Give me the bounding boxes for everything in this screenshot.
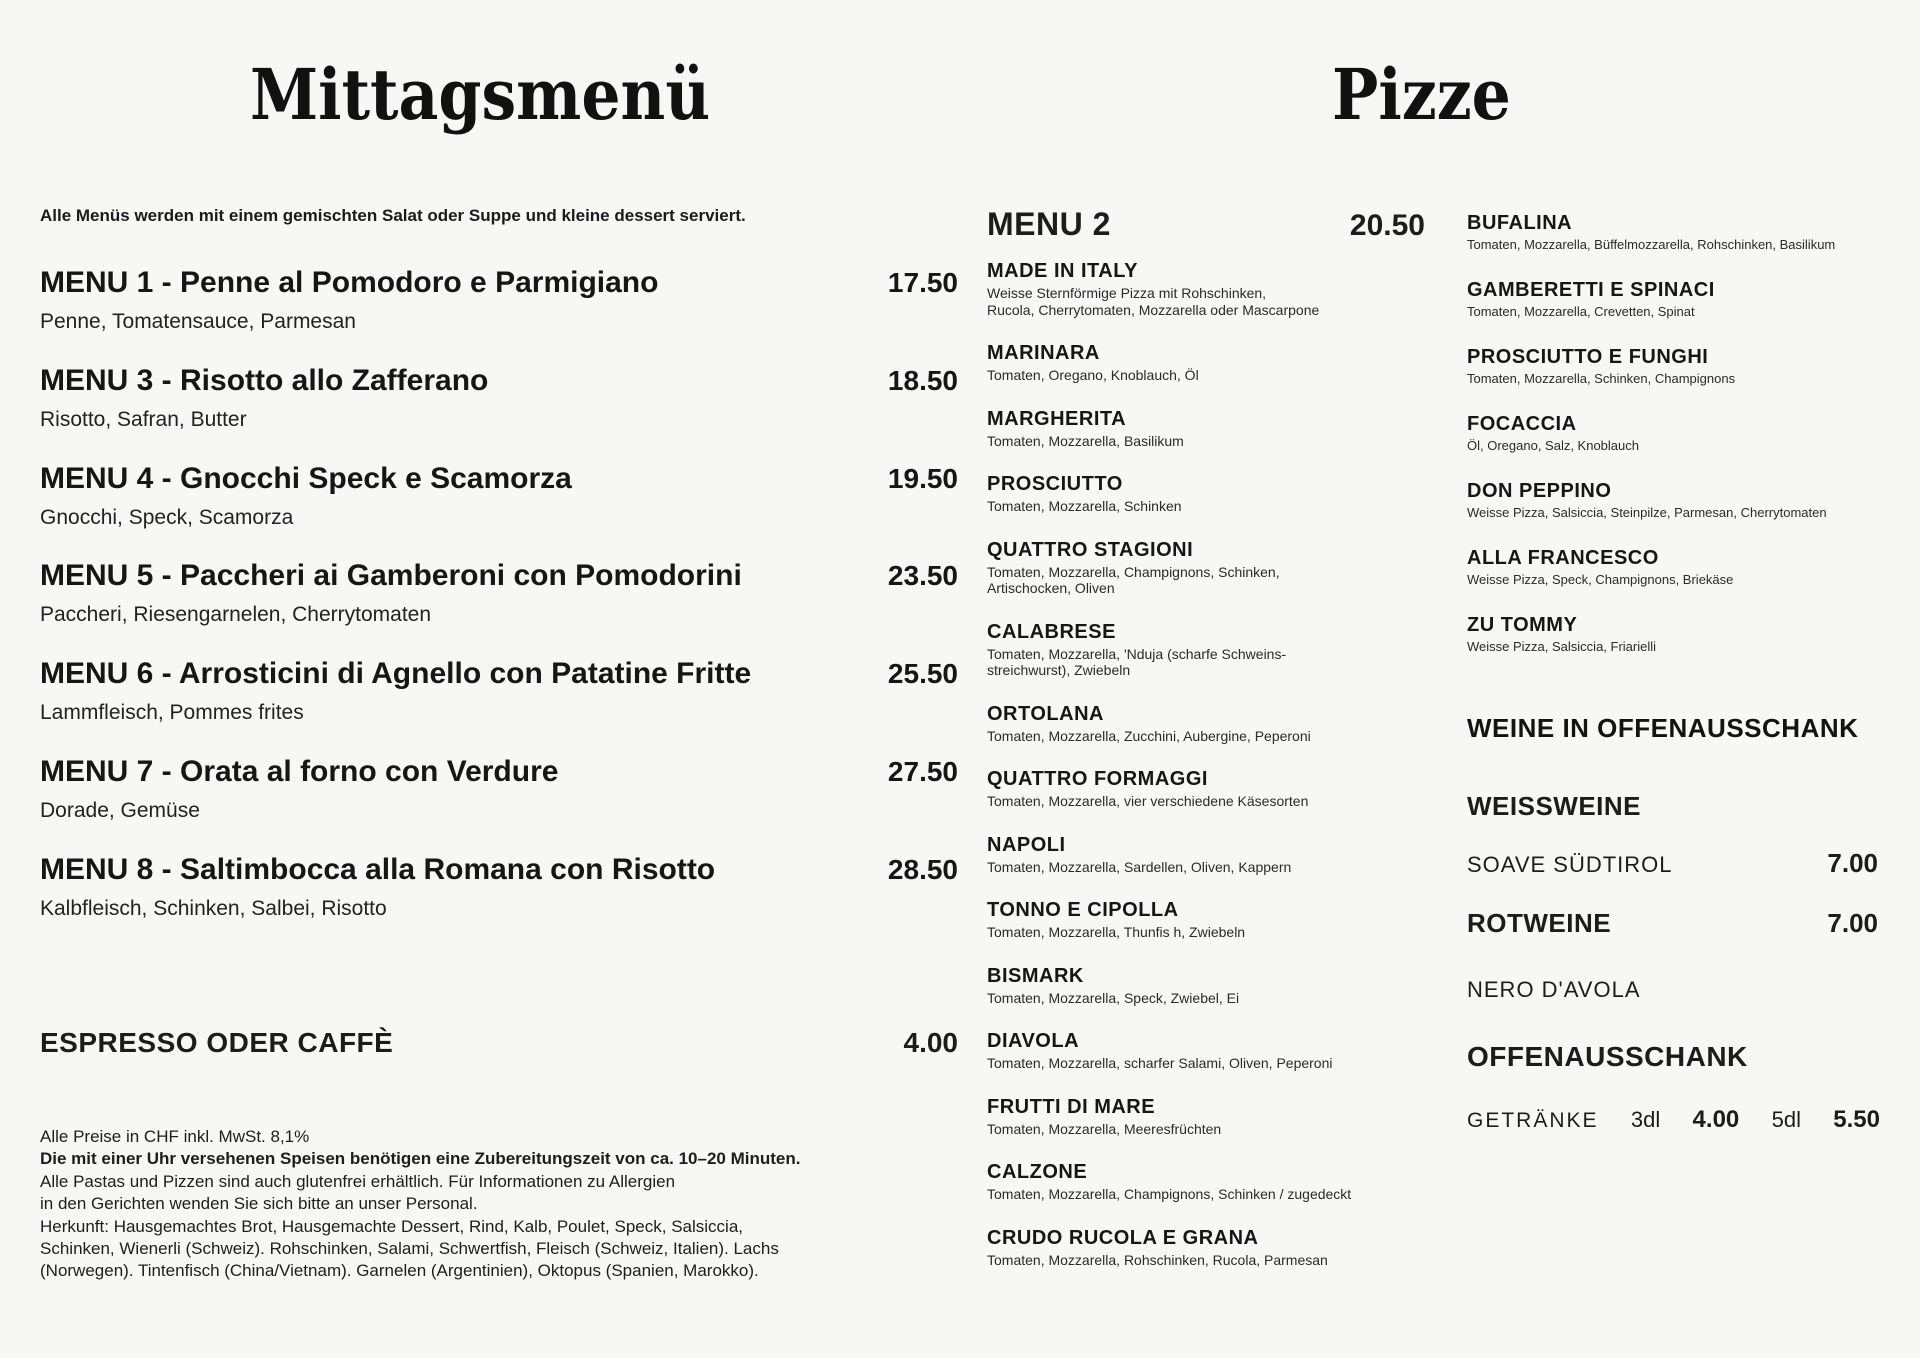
pizza-name: ORTOLANA [987, 702, 1104, 725]
pizza-item [987, 898, 1437, 941]
pizza-desc: Tomaten, Mozzarella, Speck, Zwiebel, Ei [987, 989, 1240, 1006]
menu-item [40, 363, 958, 433]
menu-item-name: MENU 5 - Paccheri ai Gamberoni con Pomodorini [40, 559, 742, 593]
pizza-desc: Tomaten, Mozzarella, 'Nduja (scharfe Schweins- [987, 645, 1287, 662]
pizza-name: BISMARK [987, 964, 1084, 987]
wine-row [1467, 908, 1878, 939]
menu-item-desc: Lammfleisch, Pommes frites [40, 701, 304, 724]
pizza-item [1467, 345, 1917, 387]
pizza-name: QUATTRO FORMAGGI [987, 768, 1208, 790]
menu-item-name: MENU 6 - Arrosticini di Agnello con Patatine Fritte [40, 657, 752, 690]
white-wines-header: WEISSWEINE [1467, 791, 1642, 821]
espresso-price: 4.00 [903, 1027, 958, 1058]
pizza-item [1467, 412, 1917, 454]
pizza-desc: Weisse Pizza, Speck, Champignons, Briekäse [1467, 572, 1734, 587]
pizza-name: DIAVOLA [987, 1030, 1080, 1052]
pizza-item [1467, 211, 1917, 253]
footnote-line: Herkunft: Hausgemachtes Brot, Hausgemachte Dessert, Rind, Kalb, Poulet, Speck, Salsiccia, [40, 1216, 743, 1236]
menu-item-price: 19.50 [887, 462, 958, 494]
footnote-line: in den Gerichten wenden Sie sich bitte an unser Personal. [40, 1194, 478, 1214]
pizza-desc: Weisse Pizza, Salsiccia, Friarielli [1467, 639, 1657, 654]
menu-item-name: MENU 1 - Penne al Pomodoro e Parmigiano [40, 266, 659, 299]
menu-item [40, 656, 958, 726]
pizza-desc: Tomaten, Mozzarella, Champignons, Schinken / zugedeckt [987, 1186, 1352, 1202]
footnote-line: (Norwegen). Tintenfisch (China/Vietnam). Garnelen (Argentinien), Oktopus (Spanien, Marokko). [40, 1261, 759, 1281]
pizza-desc: Tomaten, Mozzarella, Zucchini, Aubergine, Peperoni [987, 727, 1311, 744]
drinks-size-3dl: 3dl [1630, 1107, 1661, 1132]
pizza-item [987, 407, 1437, 450]
pizza-name: ZU TOMMY [1467, 614, 1578, 636]
pizza-item [987, 259, 1437, 318]
footnotes [40, 1126, 800, 1283]
espresso-item [40, 1027, 958, 1059]
menu-item-name: MENU 8 - Saltimbocca alla Romana con Risotto [40, 852, 716, 886]
menu-intro-note: Alle Menüs werden mit einem gemischten Salat oder Suppe und kleine dessert serviert. [40, 206, 746, 225]
pizza-name: DON PEPPINO [1467, 480, 1612, 502]
pizza-name: GAMBERETTI E SPINACI [1467, 279, 1715, 301]
menu-item-desc: Penne, Tomatensauce, Parmesan [40, 310, 356, 333]
menu-item-desc: Kalbfleisch, Schinken, Salbei, Risotto [40, 896, 387, 920]
pizza-desc: Weisse Sternförmige Pizza mit Rohschinken, [987, 285, 1267, 301]
menu-item [40, 754, 958, 824]
pizza-name: FOCACCIA [1467, 413, 1577, 435]
menu2-price: 20.50 [1349, 209, 1425, 242]
menu-item-desc: Dorade, Gemüse [40, 798, 200, 822]
pizza-name: ALLA FRANCESCO [1467, 547, 1659, 569]
menu-item-price: 25.50 [887, 658, 958, 689]
menu-item-name: MENU 7 - Orata al forno con Verdure [40, 754, 559, 788]
menu-item-name: MENU 4 - Gnocchi Speck e Scamorza [40, 461, 572, 495]
pizza-name: MADE IN ITALY [987, 260, 1138, 282]
pizza-desc: Tomaten, Mozzarella, Crevetten, Spinat [1467, 304, 1695, 319]
open-wine-header: OFFENAUSSCHANK [1467, 1041, 1748, 1072]
menu-item-desc: Risotto, Safran, Butter [40, 407, 247, 431]
wine-price: 7.00 [1827, 908, 1878, 938]
page-title-mittagsmenu: Mittagsmenü [250, 53, 711, 136]
drinks-label: GETRÄNKE [1467, 1109, 1599, 1132]
pizza-desc: Tomaten, Mozzarella, scharfer Salami, Oliven, Peperoni [987, 1055, 1333, 1071]
footnote-line: Alle Preise in CHF inkl. MwSt. 8,1% [40, 1127, 310, 1146]
pizza-desc: Öl, Oregano, Salz, Knoblauch [1467, 438, 1639, 453]
pizza-item [1467, 479, 1917, 521]
footnote-line: Die mit einer Uhr versehenen Speisen benötigen eine Zubereitungszeit von ca. 10–20 Minuten. [40, 1149, 801, 1169]
menu2-label: MENU 2 [987, 206, 1111, 242]
pizza-list-2 [1467, 211, 1917, 680]
pizza-name: FRUTTI DI MARE [987, 1095, 1156, 1118]
footnote-line: Alle Pastas und Pizzen sind auch glutenfrei erhältlich. Für Informationen zu Allergien [40, 1171, 676, 1191]
pizza-desc: Tomaten, Mozzarella, Schinken [987, 498, 1182, 514]
pizza-list-1 [987, 259, 1437, 1291]
pizza-desc: Tomaten, Oregano, Knoblauch, Öl [987, 367, 1199, 383]
red-wines-header: ROTWEINE [1467, 908, 1612, 938]
pizza-desc: Tomaten, Mozzarella, Basilikum [987, 432, 1184, 449]
pizza-desc: Rucola, Cherrytomaten, Mozzarella oder Mascarpone [987, 301, 1320, 318]
footnote-line: Schinken, Wienerli (Schweiz). Rohschinken, Salami, Schwertfish, Fleisch (Schweiz, Italien). Lachs [40, 1239, 779, 1259]
pizza-item [1467, 278, 1917, 320]
pizza-name: BUFALINA [1467, 212, 1573, 234]
pizza-item [987, 1160, 1437, 1203]
pizza-desc: Weisse Pizza, Salsiccia, Steinpilze, Parmesan, Cherrytomaten [1467, 505, 1827, 520]
pizza-name: MARINARA [987, 342, 1100, 364]
pizza-name: PROSCIUTTO E FUNGHI [1467, 346, 1709, 368]
pizza-name: MARGHERITA [987, 407, 1127, 430]
pizza-item [987, 1095, 1437, 1138]
wine-name: NERO D'AVOLA [1467, 977, 1641, 1002]
pizza-item [987, 833, 1437, 876]
pizza-desc: Artischocken, Oliven [987, 580, 1115, 596]
pizza-name: NAPOLI [987, 833, 1066, 856]
lunch-menu-list [40, 265, 958, 949]
pizza-item [987, 538, 1437, 597]
espresso-name: ESPRESSO ODER CAFFÈ [40, 1027, 394, 1058]
menu-item-desc: Paccheri, Riesengarnelen, Cherrytomaten [40, 603, 432, 627]
pizza-item [987, 702, 1437, 745]
pizza-item [1467, 613, 1917, 655]
pizza-desc: Tomaten, Mozzarella, Thunfis h, Zwiebeln [987, 924, 1246, 940]
menu-item-name: MENU 3 - Risotto allo Zafferano [40, 363, 489, 397]
menu-item-price: 17.50 [887, 267, 958, 298]
pizza-item [987, 767, 1437, 810]
pizza-desc: Tomaten, Mozzarella, Büffelmozzarella, Rohschinken, Basilikum [1467, 237, 1836, 252]
menu-item [40, 558, 958, 628]
wine-price: 7.00 [1827, 848, 1878, 878]
pizza-name: PROSCIUTTO [987, 473, 1123, 495]
menu-item-price: 18.50 [887, 364, 958, 396]
menu-item [40, 852, 958, 922]
pizza-desc: Tomaten, Mozzarella, Schinken, Champignons [1467, 371, 1736, 386]
pizza-desc: streichwurst), Zwiebeln [987, 662, 1131, 678]
pizza-desc: Tomaten, Mozzarella, Rohschinken, Rucola, Parmesan [987, 1251, 1328, 1268]
pizza-item [987, 472, 1437, 515]
wine-row [1467, 848, 1878, 879]
pizza-name: TONNO E CIPOLLA [987, 899, 1179, 921]
pizza-name: CALABRESE [987, 620, 1116, 643]
drinks-price-3dl: 4.00 [1692, 1106, 1740, 1133]
wine-section-header: WEINE IN OFFENAUSSCHANK [1467, 713, 1859, 743]
page-title-pizze: Pizze [1332, 53, 1511, 136]
menu2-header [987, 206, 1425, 243]
drinks-row [1467, 1106, 1880, 1134]
pizza-name: CALZONE [987, 1161, 1088, 1183]
menu-item [40, 265, 958, 335]
pizza-desc: Tomaten, Mozzarella, Meeresfrüchten [987, 1120, 1222, 1137]
pizza-item [1467, 546, 1917, 588]
menu-item-price: 27.50 [887, 755, 958, 787]
pizza-name: CRUDO RUCOLA E GRANA [987, 1226, 1259, 1249]
pizza-desc: Tomaten, Mozzarella, Sardellen, Oliven, Kappern [987, 858, 1292, 875]
pizza-name: QUATTRO STAGIONI [987, 538, 1194, 561]
pizza-item [987, 341, 1437, 384]
drinks-price-5dl: 5.50 [1833, 1106, 1880, 1133]
wine-name: SOAVE SÜDTIROL [1467, 852, 1673, 877]
drinks-size-5dl: 5dl [1771, 1107, 1801, 1132]
pizza-item [987, 620, 1437, 679]
pizza-desc: Tomaten, Mozzarella, vier verschiedene Käsesorten [987, 793, 1309, 809]
menu-item-desc: Gnocchi, Speck, Scamorza [40, 505, 294, 529]
menu-item-price: 28.50 [887, 853, 958, 885]
pizza-item [987, 1226, 1437, 1269]
pizza-desc: Tomaten, Mozzarella, Champignons, Schinken, [987, 563, 1280, 580]
menu-item [40, 461, 958, 531]
pizza-item [987, 1029, 1437, 1072]
pizza-item [987, 964, 1437, 1007]
menu-item-price: 23.50 [887, 560, 958, 592]
